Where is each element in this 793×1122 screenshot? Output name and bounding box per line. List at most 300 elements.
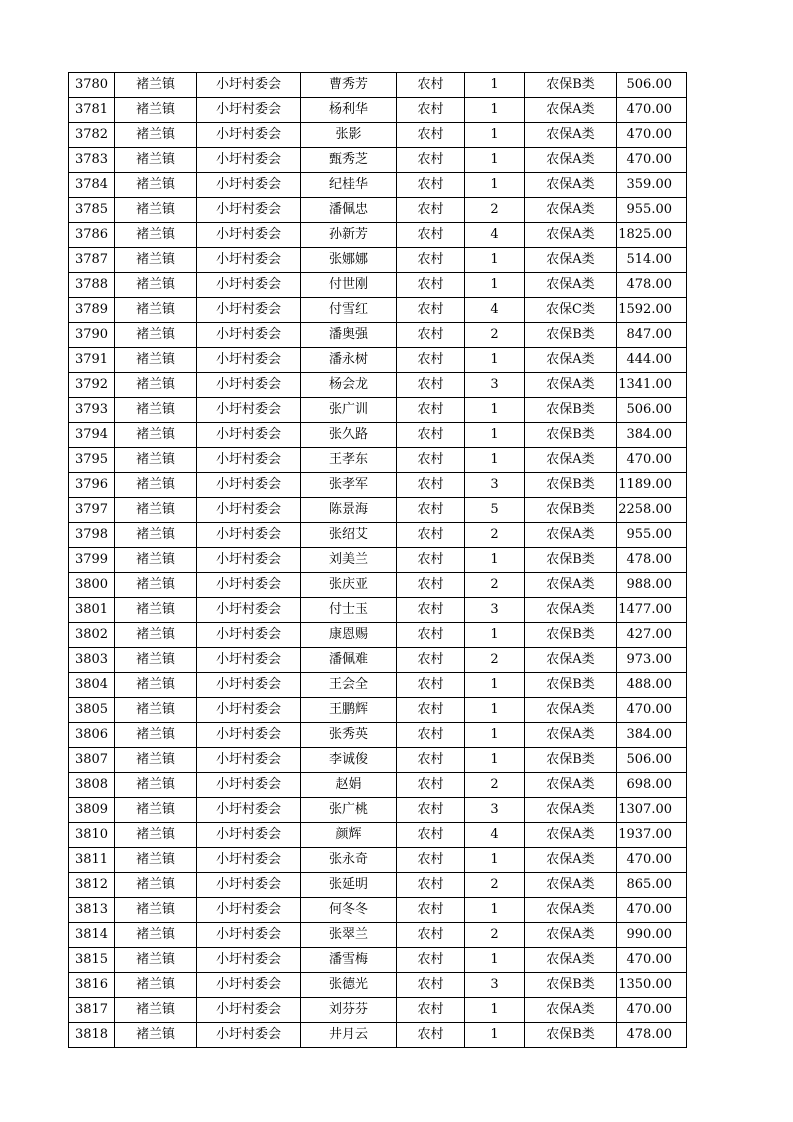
area-type-cell: 农村 xyxy=(397,923,465,948)
category-cell: 农保B类 xyxy=(525,548,617,573)
category-cell: 农保B类 xyxy=(525,398,617,423)
row-number-cell: 3803 xyxy=(69,648,115,673)
amount-cell: 1189.00 xyxy=(617,473,687,498)
town-cell: 褚兰镇 xyxy=(115,923,197,948)
name-cell: 潘雪梅 xyxy=(301,948,397,973)
area-type-cell: 农村 xyxy=(397,673,465,698)
amount-cell: 506.00 xyxy=(617,398,687,423)
town-cell: 褚兰镇 xyxy=(115,98,197,123)
amount-cell: 359.00 xyxy=(617,173,687,198)
village-cell: 小圩村委会 xyxy=(197,198,301,223)
name-cell: 康恩赐 xyxy=(301,623,397,648)
village-cell: 小圩村委会 xyxy=(197,798,301,823)
village-cell: 小圩村委会 xyxy=(197,573,301,598)
table-row xyxy=(69,323,687,348)
category-cell: 农保B类 xyxy=(525,1023,617,1048)
village-cell: 小圩村委会 xyxy=(197,698,301,723)
amount-cell: 506.00 xyxy=(617,73,687,98)
town-cell: 褚兰镇 xyxy=(115,623,197,648)
name-cell: 张秀英 xyxy=(301,723,397,748)
row-number-cell: 3815 xyxy=(69,948,115,973)
town-cell: 褚兰镇 xyxy=(115,673,197,698)
amount-cell: 1307.00 xyxy=(617,798,687,823)
household-size-cell: 2 xyxy=(465,923,525,948)
household-size-cell: 1 xyxy=(465,123,525,148)
amount-cell: 1937.00 xyxy=(617,823,687,848)
name-cell: 张娜娜 xyxy=(301,248,397,273)
name-cell: 付雪红 xyxy=(301,298,397,323)
name-cell: 杨利华 xyxy=(301,98,397,123)
category-cell: 农保A类 xyxy=(525,223,617,248)
town-cell: 褚兰镇 xyxy=(115,873,197,898)
household-size-cell: 3 xyxy=(465,973,525,998)
village-cell: 小圩村委会 xyxy=(197,948,301,973)
name-cell: 刘美兰 xyxy=(301,548,397,573)
row-number-cell: 3785 xyxy=(69,198,115,223)
name-cell: 孙新芳 xyxy=(301,223,397,248)
household-size-cell: 1 xyxy=(465,948,525,973)
row-number-cell: 3780 xyxy=(69,73,115,98)
amount-cell: 478.00 xyxy=(617,1023,687,1048)
town-cell: 褚兰镇 xyxy=(115,298,197,323)
town-cell: 褚兰镇 xyxy=(115,648,197,673)
town-cell: 褚兰镇 xyxy=(115,523,197,548)
village-cell: 小圩村委会 xyxy=(197,248,301,273)
amount-cell: 955.00 xyxy=(617,198,687,223)
amount-cell: 470.00 xyxy=(617,123,687,148)
village-cell: 小圩村委会 xyxy=(197,423,301,448)
town-cell: 褚兰镇 xyxy=(115,773,197,798)
row-number-cell: 3796 xyxy=(69,473,115,498)
area-type-cell: 农村 xyxy=(397,298,465,323)
name-cell: 张庆亚 xyxy=(301,573,397,598)
row-number-cell: 3783 xyxy=(69,148,115,173)
amount-cell: 865.00 xyxy=(617,873,687,898)
category-cell: 农保B类 xyxy=(525,473,617,498)
category-cell: 农保B类 xyxy=(525,973,617,998)
household-size-cell: 1 xyxy=(465,548,525,573)
area-type-cell: 农村 xyxy=(397,598,465,623)
village-cell: 小圩村委会 xyxy=(197,148,301,173)
area-type-cell: 农村 xyxy=(397,398,465,423)
row-number-cell: 3799 xyxy=(69,548,115,573)
row-number-cell: 3781 xyxy=(69,98,115,123)
category-cell: 农保A类 xyxy=(525,698,617,723)
village-cell: 小圩村委会 xyxy=(197,973,301,998)
table-row xyxy=(69,223,687,248)
amount-cell: 973.00 xyxy=(617,648,687,673)
village-cell: 小圩村委会 xyxy=(197,323,301,348)
table-row xyxy=(69,173,687,198)
amount-cell: 478.00 xyxy=(617,548,687,573)
area-type-cell: 农村 xyxy=(397,123,465,148)
village-cell: 小圩村委会 xyxy=(197,998,301,1023)
table-row xyxy=(69,898,687,923)
town-cell: 褚兰镇 xyxy=(115,698,197,723)
town-cell: 褚兰镇 xyxy=(115,498,197,523)
table-row xyxy=(69,348,687,373)
table-row xyxy=(69,773,687,798)
village-cell: 小圩村委会 xyxy=(197,623,301,648)
category-cell: 农保A类 xyxy=(525,523,617,548)
area-type-cell: 农村 xyxy=(397,148,465,173)
town-cell: 褚兰镇 xyxy=(115,273,197,298)
village-cell: 小圩村委会 xyxy=(197,173,301,198)
area-type-cell: 农村 xyxy=(397,373,465,398)
amount-cell: 955.00 xyxy=(617,523,687,548)
town-cell: 褚兰镇 xyxy=(115,898,197,923)
name-cell: 王会全 xyxy=(301,673,397,698)
row-number-cell: 3800 xyxy=(69,573,115,598)
village-cell: 小圩村委会 xyxy=(197,348,301,373)
table-row xyxy=(69,998,687,1023)
town-cell: 褚兰镇 xyxy=(115,248,197,273)
household-size-cell: 2 xyxy=(465,773,525,798)
category-cell: 农保A类 xyxy=(525,998,617,1023)
row-number-cell: 3787 xyxy=(69,248,115,273)
table-row xyxy=(69,298,687,323)
household-size-cell: 2 xyxy=(465,198,525,223)
area-type-cell: 农村 xyxy=(397,723,465,748)
area-type-cell: 农村 xyxy=(397,948,465,973)
row-number-cell: 3782 xyxy=(69,123,115,148)
row-number-cell: 3814 xyxy=(69,923,115,948)
household-size-cell: 1 xyxy=(465,423,525,448)
row-number-cell: 3797 xyxy=(69,498,115,523)
category-cell: 农保A类 xyxy=(525,373,617,398)
category-cell: 农保A类 xyxy=(525,948,617,973)
village-cell: 小圩村委会 xyxy=(197,223,301,248)
name-cell: 甄秀芝 xyxy=(301,148,397,173)
category-cell: 农保A类 xyxy=(525,198,617,223)
household-size-cell: 1 xyxy=(465,698,525,723)
category-cell: 农保A类 xyxy=(525,798,617,823)
category-cell: 农保A类 xyxy=(525,573,617,598)
town-cell: 褚兰镇 xyxy=(115,173,197,198)
town-cell: 褚兰镇 xyxy=(115,548,197,573)
row-number-cell: 3804 xyxy=(69,673,115,698)
category-cell: 农保B类 xyxy=(525,498,617,523)
row-number-cell: 3789 xyxy=(69,298,115,323)
table-row xyxy=(69,1023,687,1048)
household-size-cell: 4 xyxy=(465,223,525,248)
table-row xyxy=(69,623,687,648)
row-number-cell: 3808 xyxy=(69,773,115,798)
area-type-cell: 农村 xyxy=(397,248,465,273)
household-size-cell: 1 xyxy=(465,273,525,298)
town-cell: 褚兰镇 xyxy=(115,798,197,823)
table-row xyxy=(69,398,687,423)
village-cell: 小圩村委会 xyxy=(197,598,301,623)
amount-cell: 506.00 xyxy=(617,748,687,773)
area-type-cell: 农村 xyxy=(397,898,465,923)
table-row xyxy=(69,848,687,873)
household-size-cell: 1 xyxy=(465,673,525,698)
name-cell: 张孝军 xyxy=(301,473,397,498)
town-cell: 褚兰镇 xyxy=(115,223,197,248)
amount-cell: 470.00 xyxy=(617,698,687,723)
row-number-cell: 3816 xyxy=(69,973,115,998)
table-row xyxy=(69,698,687,723)
table-body xyxy=(69,73,687,1048)
amount-cell: 470.00 xyxy=(617,998,687,1023)
category-cell: 农保A类 xyxy=(525,898,617,923)
category-cell: 农保A类 xyxy=(525,348,617,373)
household-size-cell: 3 xyxy=(465,473,525,498)
category-cell: 农保A类 xyxy=(525,923,617,948)
household-size-cell: 4 xyxy=(465,298,525,323)
category-cell: 农保A类 xyxy=(525,598,617,623)
village-cell: 小圩村委会 xyxy=(197,73,301,98)
town-cell: 褚兰镇 xyxy=(115,73,197,98)
row-number-cell: 3795 xyxy=(69,448,115,473)
amount-cell: 488.00 xyxy=(617,673,687,698)
name-cell: 张广训 xyxy=(301,398,397,423)
area-type-cell: 农村 xyxy=(397,798,465,823)
row-number-cell: 3792 xyxy=(69,373,115,398)
name-cell: 张影 xyxy=(301,123,397,148)
village-cell: 小圩村委会 xyxy=(197,448,301,473)
row-number-cell: 3791 xyxy=(69,348,115,373)
name-cell: 张绍艾 xyxy=(301,523,397,548)
table-row xyxy=(69,923,687,948)
town-cell: 褚兰镇 xyxy=(115,973,197,998)
town-cell: 褚兰镇 xyxy=(115,998,197,1023)
area-type-cell: 农村 xyxy=(397,348,465,373)
name-cell: 潘佩忠 xyxy=(301,198,397,223)
household-size-cell: 1 xyxy=(465,73,525,98)
town-cell: 褚兰镇 xyxy=(115,948,197,973)
household-size-cell: 1 xyxy=(465,348,525,373)
category-cell: 农保A类 xyxy=(525,273,617,298)
amount-cell: 698.00 xyxy=(617,773,687,798)
name-cell: 王鹏辉 xyxy=(301,698,397,723)
amount-cell: 470.00 xyxy=(617,448,687,473)
table-row xyxy=(69,723,687,748)
category-cell: 农保A类 xyxy=(525,448,617,473)
village-cell: 小圩村委会 xyxy=(197,498,301,523)
category-cell: 农保A类 xyxy=(525,148,617,173)
table-row xyxy=(69,823,687,848)
row-number-cell: 3813 xyxy=(69,898,115,923)
household-size-cell: 1 xyxy=(465,148,525,173)
table-row xyxy=(69,748,687,773)
area-type-cell: 农村 xyxy=(397,748,465,773)
row-number-cell: 3809 xyxy=(69,798,115,823)
table-row xyxy=(69,648,687,673)
name-cell: 李诚俊 xyxy=(301,748,397,773)
village-cell: 小圩村委会 xyxy=(197,723,301,748)
name-cell: 王孝东 xyxy=(301,448,397,473)
table-row xyxy=(69,598,687,623)
household-size-cell: 3 xyxy=(465,798,525,823)
row-number-cell: 3810 xyxy=(69,823,115,848)
town-cell: 褚兰镇 xyxy=(115,348,197,373)
town-cell: 褚兰镇 xyxy=(115,448,197,473)
amount-cell: 847.00 xyxy=(617,323,687,348)
name-cell: 张翠兰 xyxy=(301,923,397,948)
amount-cell: 470.00 xyxy=(617,898,687,923)
category-cell: 农保A类 xyxy=(525,848,617,873)
table-row xyxy=(69,473,687,498)
household-size-cell: 2 xyxy=(465,873,525,898)
village-cell: 小圩村委会 xyxy=(197,1023,301,1048)
name-cell: 付士玉 xyxy=(301,598,397,623)
amount-cell: 470.00 xyxy=(617,848,687,873)
household-size-cell: 1 xyxy=(465,998,525,1023)
row-number-cell: 3805 xyxy=(69,698,115,723)
category-cell: 农保C类 xyxy=(525,298,617,323)
household-size-cell: 1 xyxy=(465,398,525,423)
village-cell: 小圩村委会 xyxy=(197,848,301,873)
amount-cell: 444.00 xyxy=(617,348,687,373)
amount-cell: 2258.00 xyxy=(617,498,687,523)
category-cell: 农保A类 xyxy=(525,98,617,123)
row-number-cell: 3802 xyxy=(69,623,115,648)
area-type-cell: 农村 xyxy=(397,1023,465,1048)
category-cell: 农保B类 xyxy=(525,423,617,448)
town-cell: 褚兰镇 xyxy=(115,473,197,498)
row-number-cell: 3798 xyxy=(69,523,115,548)
category-cell: 农保B类 xyxy=(525,73,617,98)
household-size-cell: 3 xyxy=(465,598,525,623)
category-cell: 农保B类 xyxy=(525,323,617,348)
category-cell: 农保B类 xyxy=(525,673,617,698)
area-type-cell: 农村 xyxy=(397,273,465,298)
row-number-cell: 3801 xyxy=(69,598,115,623)
name-cell: 杨会龙 xyxy=(301,373,397,398)
household-size-cell: 5 xyxy=(465,498,525,523)
name-cell: 潘奥强 xyxy=(301,323,397,348)
area-type-cell: 农村 xyxy=(397,773,465,798)
amount-cell: 1477.00 xyxy=(617,598,687,623)
area-type-cell: 农村 xyxy=(397,698,465,723)
name-cell: 刘芬芬 xyxy=(301,998,397,1023)
row-number-cell: 3794 xyxy=(69,423,115,448)
category-cell: 农保A类 xyxy=(525,773,617,798)
town-cell: 褚兰镇 xyxy=(115,123,197,148)
table-row xyxy=(69,673,687,698)
area-type-cell: 农村 xyxy=(397,223,465,248)
village-cell: 小圩村委会 xyxy=(197,123,301,148)
table-row xyxy=(69,123,687,148)
area-type-cell: 农村 xyxy=(397,848,465,873)
town-cell: 褚兰镇 xyxy=(115,398,197,423)
row-number-cell: 3811 xyxy=(69,848,115,873)
table-row xyxy=(69,248,687,273)
category-cell: 农保A类 xyxy=(525,648,617,673)
category-cell: 农保A类 xyxy=(525,173,617,198)
category-cell: 农保A类 xyxy=(525,123,617,148)
town-cell: 褚兰镇 xyxy=(115,373,197,398)
amount-cell: 427.00 xyxy=(617,623,687,648)
name-cell: 张久路 xyxy=(301,423,397,448)
amount-cell: 1341.00 xyxy=(617,373,687,398)
amount-cell: 384.00 xyxy=(617,723,687,748)
area-type-cell: 农村 xyxy=(397,423,465,448)
town-cell: 褚兰镇 xyxy=(115,823,197,848)
category-cell: 农保A类 xyxy=(525,823,617,848)
area-type-cell: 农村 xyxy=(397,498,465,523)
town-cell: 褚兰镇 xyxy=(115,198,197,223)
row-number-cell: 3817 xyxy=(69,998,115,1023)
village-cell: 小圩村委会 xyxy=(197,298,301,323)
row-number-cell: 3790 xyxy=(69,323,115,348)
area-type-cell: 农村 xyxy=(397,623,465,648)
area-type-cell: 农村 xyxy=(397,473,465,498)
household-size-cell: 1 xyxy=(465,848,525,873)
name-cell: 潘永树 xyxy=(301,348,397,373)
category-cell: 农保A类 xyxy=(525,723,617,748)
name-cell: 张德光 xyxy=(301,973,397,998)
amount-cell: 988.00 xyxy=(617,573,687,598)
household-size-cell: 1 xyxy=(465,748,525,773)
town-cell: 褚兰镇 xyxy=(115,573,197,598)
table-row xyxy=(69,98,687,123)
village-cell: 小圩村委会 xyxy=(197,648,301,673)
amount-cell: 470.00 xyxy=(617,948,687,973)
household-size-cell: 1 xyxy=(465,723,525,748)
household-size-cell: 2 xyxy=(465,323,525,348)
row-number-cell: 3788 xyxy=(69,273,115,298)
table-row xyxy=(69,73,687,98)
town-cell: 褚兰镇 xyxy=(115,598,197,623)
area-type-cell: 农村 xyxy=(397,173,465,198)
village-cell: 小圩村委会 xyxy=(197,398,301,423)
household-size-cell: 2 xyxy=(465,523,525,548)
town-cell: 褚兰镇 xyxy=(115,323,197,348)
household-size-cell: 1 xyxy=(465,1023,525,1048)
table-row xyxy=(69,973,687,998)
row-number-cell: 3812 xyxy=(69,873,115,898)
table-row xyxy=(69,498,687,523)
table-row xyxy=(69,273,687,298)
table-row xyxy=(69,873,687,898)
amount-cell: 470.00 xyxy=(617,98,687,123)
name-cell: 赵娟 xyxy=(301,773,397,798)
table-row xyxy=(69,198,687,223)
name-cell: 付世刚 xyxy=(301,273,397,298)
town-cell: 褚兰镇 xyxy=(115,723,197,748)
household-size-cell: 2 xyxy=(465,648,525,673)
household-size-cell: 1 xyxy=(465,623,525,648)
village-cell: 小圩村委会 xyxy=(197,673,301,698)
village-cell: 小圩村委会 xyxy=(197,823,301,848)
category-cell: 农保B类 xyxy=(525,748,617,773)
amount-cell: 990.00 xyxy=(617,923,687,948)
area-type-cell: 农村 xyxy=(397,573,465,598)
amount-cell: 470.00 xyxy=(617,148,687,173)
village-cell: 小圩村委会 xyxy=(197,548,301,573)
table-row xyxy=(69,423,687,448)
area-type-cell: 农村 xyxy=(397,648,465,673)
row-number-cell: 3793 xyxy=(69,398,115,423)
area-type-cell: 农村 xyxy=(397,873,465,898)
row-number-cell: 3784 xyxy=(69,173,115,198)
amount-cell: 1350.00 xyxy=(617,973,687,998)
town-cell: 褚兰镇 xyxy=(115,748,197,773)
area-type-cell: 农村 xyxy=(397,523,465,548)
town-cell: 褚兰镇 xyxy=(115,148,197,173)
name-cell: 颜辉 xyxy=(301,823,397,848)
area-type-cell: 农村 xyxy=(397,998,465,1023)
table-row xyxy=(69,948,687,973)
name-cell: 张广桃 xyxy=(301,798,397,823)
area-type-cell: 农村 xyxy=(397,198,465,223)
household-size-cell: 1 xyxy=(465,98,525,123)
amount-cell: 1592.00 xyxy=(617,298,687,323)
town-cell: 褚兰镇 xyxy=(115,423,197,448)
